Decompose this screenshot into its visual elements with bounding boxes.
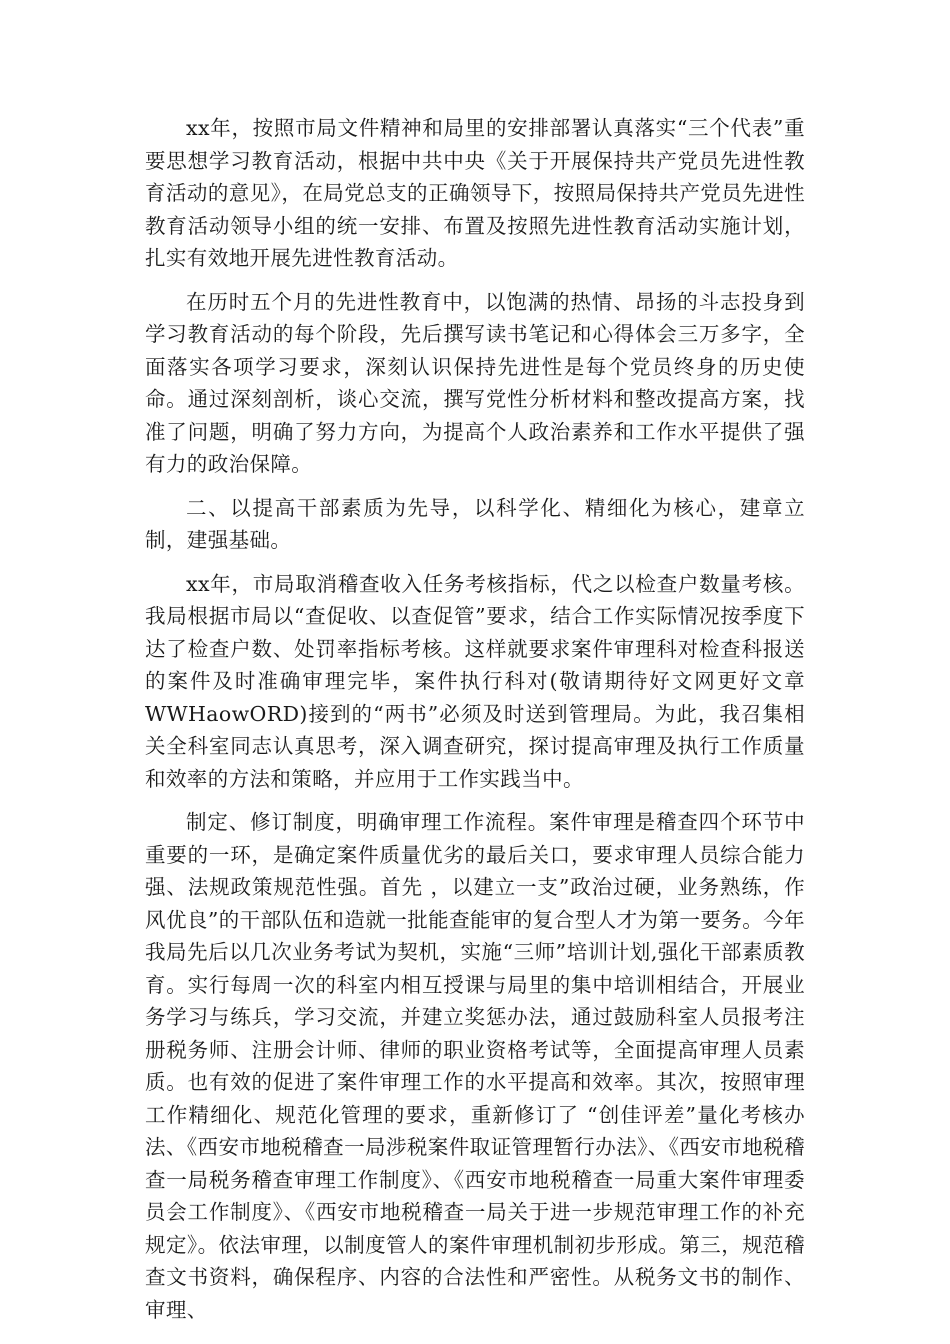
paragraph-intro: xx年，按照市局文件精神和局里的安排部署认真落实“三个代表”重要思想学习教育活动，根据中共中央《关于开展保持共产党员先进性教育活动的意见》，在局党总支的正确领导下，按照局保持共产党员先进性教育活动领导小组的统一安排、布置及按照先进性教育活动实施计划，扎实有效地开展先进性教育活动。 bbox=[145, 116, 805, 270]
paragraph-education: 在历时五个月的先进性教育中，以饱满的热情、昂扬的斗志投身到学习教育活动的每个阶段，先后撰写读书笔记和心得体会三万多字，全面落实各项学习要求，深刻认识保持先进性是每个党员终身的历史使命。通过深刻剖析，谈心交流，撰写党性分析材料和整改提高方案，找准了问题，明确了努力方向，为提高个人政治素养和工作水平提供了强有力的政治保障。 bbox=[145, 289, 805, 476]
paragraph-regulations: 制定、修订制度，明确审理工作流程。案件审理是稽查四个环节中重要的一环，是确定案件质量优劣的最后关口，要求审理人员综合能力强、法规政策规范性强。首先 ，以建立一支”政治过硬，业务熟练，作风优良”的干部队伍和造就一批能查能审的复合型人才为第一要务。今年我局先后以几次业务考试为契机，实施“三师”培训计划,强化干部素质教育。实行每周一次的科室内相互授课与局里的集中培训相结合，开展业务学习与练兵，学习交流，并建立奖惩办法，通过鼓励科室人员报考注册税务师、注册会计师、律师的职业资格考试等，全面提高审理人员素质。也有效的促进了案件审理工作的水平提高和效率。其次，按照审理工作精细化、规范化管理的要求，重新修订了 “创佳评差”量化考核办法、《西安市地税稽查一局涉税案件取证管理暂行办法》、《西安市地税稽查一局税务稽查审理工作制度》、《西安市地税稽查一局重大案件审理委员会工作制度》、《西安市地税稽查一局关于进一步规范审理工作的补充规定》。依法审理，以制度管人的案件审理机制初步形成。第三，规范稽查文书资料，确保程序、内容的合法性和严密性。从税务文书的制作、审理、 bbox=[145, 810, 805, 1322]
document-body bbox=[145, 112, 805, 1337]
section-heading-two: 二、以提高干部素质为先导，以科学化、精细化为核心，建章立制，建强基础。 bbox=[145, 495, 805, 552]
paragraph-assessment: xx年，市局取消稽查收入任务考核指标，代之以检查户数量考核。我局根据市局以“查促收、以查促管”要求，结合工作实际情况按季度下达了检查户数、处罚率指标考核。这样就要求案件审理科对检查科报送的案件及时准确审理完毕，案件执行科对(敬请期待好文网更好文章WWHaowORD)接到的“两书”必须及时送到管理局。为此，我召集相关全科室同志认真思考，深入调查研究，探讨提高审理及执行工作质量和效率的方法和策略，并应用于工作实践当中。 bbox=[145, 571, 805, 791]
